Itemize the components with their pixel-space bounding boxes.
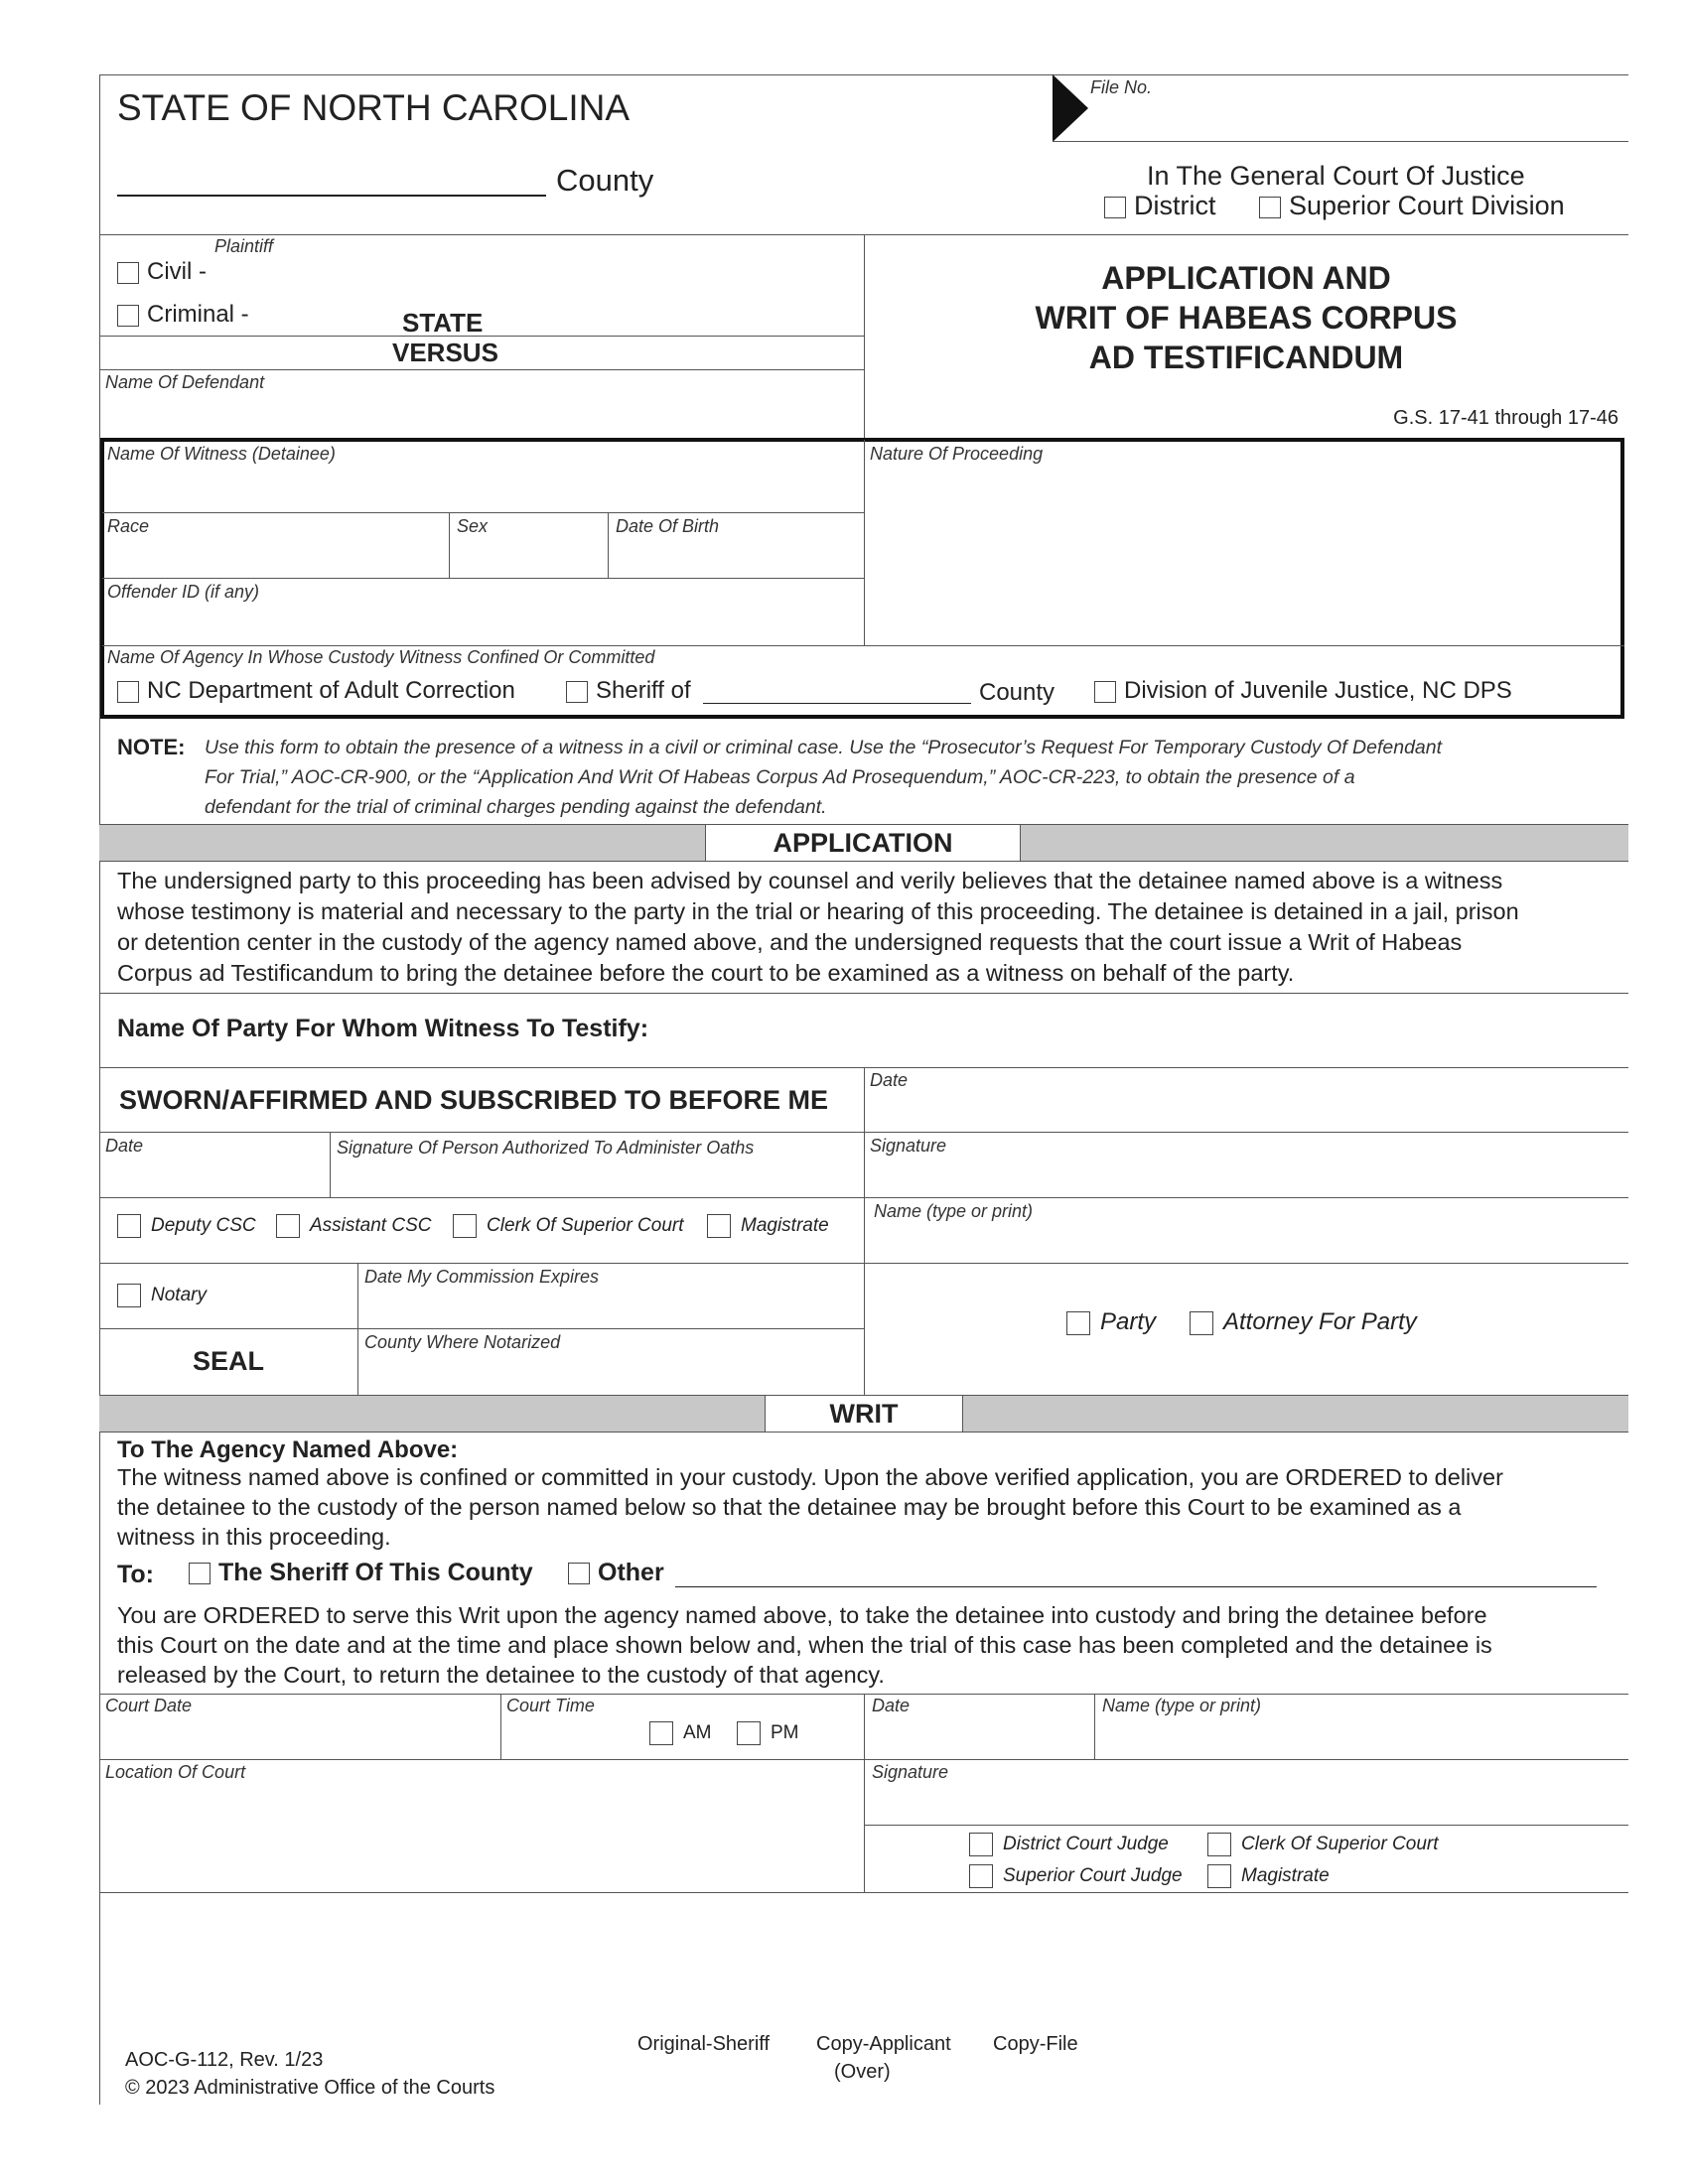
party-label: Name Of Party For Whom Witness To Testify:	[117, 1015, 649, 1042]
clerk-option[interactable]	[453, 1214, 684, 1238]
district-judge-label: District Court Judge	[1003, 1834, 1169, 1855]
defendant-label: Name Of Defendant	[105, 372, 265, 392]
sheriff-county-checkbox[interactable]	[189, 1563, 211, 1584]
writ-magistrate-checkbox[interactable]	[1207, 1864, 1231, 1888]
witness-divider	[864, 440, 865, 645]
race-top-line	[102, 512, 864, 513]
statute: G.S. 17-41 through 17-46	[1393, 407, 1618, 429]
agency-label: Name Of Agency In Whose Custody Witness Confined Or Committed	[107, 647, 655, 667]
sheriff-county-line[interactable]	[703, 703, 971, 704]
county-label: County	[556, 163, 654, 198]
seal-label: SEAL	[192, 1346, 264, 1376]
court-grid-divider	[864, 1694, 865, 1892]
party-role-label: Party	[1100, 1308, 1157, 1335]
writ-p2-line2: this Court on the date and at the time and place shown below and, when the trial of this case has been completed and the detainee is	[117, 1632, 1492, 1658]
assistant-csc-option[interactable]	[276, 1214, 431, 1238]
sheriff-county-label: County	[979, 679, 1055, 706]
superior-judge-option[interactable]	[969, 1864, 1183, 1888]
criminal-option[interactable]	[117, 301, 249, 329]
deputy-csc-label: Deputy CSC	[151, 1215, 256, 1237]
nature-label: Nature Of Proceeding	[870, 444, 1044, 464]
file-no-arrow-icon	[1053, 74, 1090, 142]
notary-label: Notary	[151, 1285, 207, 1306]
location-label: Location Of Court	[105, 1762, 246, 1782]
am-label: AM	[683, 1722, 712, 1744]
application-line1: The undersigned party to this proceeding has been advised by counsel and verily believes that the detainee named above is a witness	[117, 868, 1503, 893]
writ-magistrate-label: Magistrate	[1241, 1865, 1330, 1887]
notary-checkbox[interactable]	[117, 1284, 141, 1307]
application-line4: Corpus ad Testificandum to bring the detainee before the court to be examined as a witness on behalf of the party.	[117, 960, 1295, 986]
county-line[interactable]	[117, 195, 546, 197]
sheriff-county-option[interactable]	[189, 1559, 533, 1587]
am-checkbox[interactable]	[649, 1721, 673, 1745]
other-line[interactable]	[675, 1586, 1597, 1587]
form-title-line3: AD TESTIFICANDUM	[1088, 340, 1404, 375]
district-judge-option[interactable]	[969, 1833, 1169, 1856]
deputy-csc-option[interactable]	[117, 1214, 256, 1238]
nc-doc-checkbox[interactable]	[117, 681, 139, 703]
writ-p1-line3: witness in this proceeding.	[117, 1524, 391, 1550]
court-time-label: Court Time	[506, 1696, 595, 1715]
writ-name-label: Name (type or print)	[1102, 1696, 1262, 1715]
party-checkbox[interactable]	[1066, 1311, 1090, 1335]
distribution-original: Original-Sheriff	[637, 2033, 771, 2055]
assistant-csc-label: Assistant CSC	[310, 1215, 432, 1237]
agency-top-line	[102, 645, 1624, 646]
writ-date-label: Date	[872, 1696, 911, 1715]
top-border	[99, 74, 1628, 75]
sheriff-option[interactable]	[566, 677, 691, 705]
party-top-line	[99, 993, 1628, 994]
sheriff-label: Sheriff of	[596, 677, 691, 704]
pm-option[interactable]	[737, 1721, 799, 1745]
sworn-date-label: Date	[105, 1136, 144, 1156]
sworn-date-line	[99, 1132, 1628, 1133]
writ-p2-line1: You are ORDERED to serve this Writ upon the agency named above, to take the detainee into custody and bring the detainee before	[117, 1602, 1487, 1628]
county-notarized-label: County Where Notarized	[364, 1332, 561, 1352]
to-label: To:	[117, 1561, 155, 1588]
court-line: In The General Court Of Justice	[1147, 161, 1525, 191]
attorney-checkbox[interactable]	[1190, 1311, 1213, 1335]
civil-option[interactable]	[117, 258, 207, 286]
superior-judge-label: Superior Court Judge	[1003, 1865, 1183, 1887]
djj-checkbox[interactable]	[1094, 681, 1116, 703]
writ-clerk-checkbox[interactable]	[1207, 1833, 1231, 1856]
commission-label: Date My Commission Expires	[364, 1267, 600, 1287]
file-no-label: File No.	[1090, 77, 1153, 97]
writ-p1-line2: the detainee to the custody of the person named below so that the detainee may be brought before this Court to be examined as a	[117, 1494, 1462, 1520]
writ-p1-line1: The witness named above is confined or committed in your custody. Upon the above verified application, you are ORDERED to deliver	[117, 1464, 1503, 1490]
district-label: District	[1134, 191, 1216, 220]
nc-doc-label: NC Department of Adult Correction	[147, 677, 515, 704]
djj-option[interactable]	[1094, 677, 1512, 705]
writ-signature-label: Signature	[872, 1762, 949, 1782]
magistrate-checkbox[interactable]	[707, 1214, 731, 1238]
distribution-applicant: Copy-Applicant	[816, 2033, 951, 2055]
civil-checkbox[interactable]	[117, 262, 139, 284]
offender-label: Offender ID (if any)	[107, 582, 260, 602]
dob-label: Date Of Birth	[616, 516, 720, 536]
note-line1: Use this form to obtain the presence of a witness in a civil or criminal case. Use the “Prosecutor’s Request For Temporary Custody Of Defendant	[205, 737, 1443, 758]
note-line2: For Trial,” AOC-CR-900, or the “Application And Writ Of Habeas Corpus Ad Prosequendum,” AOC-CR-223, to obtain the presence of a	[205, 766, 1355, 788]
criminal-label: Criminal -	[147, 301, 249, 328]
magistrate-option[interactable]	[707, 1214, 829, 1238]
deputy-csc-checkbox[interactable]	[117, 1214, 141, 1238]
right-date-label: Date	[870, 1070, 909, 1090]
seal-line	[99, 1328, 864, 1329]
superior-judge-checkbox[interactable]	[969, 1864, 993, 1888]
versus-label: VERSUS	[392, 338, 498, 367]
race-label: Race	[107, 516, 150, 536]
writ-clerk-label: Clerk Of Superior Court	[1241, 1834, 1439, 1855]
state-title: STATE OF NORTH CAROLINA	[117, 87, 630, 128]
judge-top-line	[864, 1825, 1628, 1826]
district-judge-checkbox[interactable]	[969, 1833, 993, 1856]
other-checkbox[interactable]	[568, 1563, 590, 1584]
writ-name-divider	[1094, 1694, 1095, 1759]
superior-option[interactable]	[1259, 191, 1565, 221]
sworn-divider	[864, 1067, 865, 1395]
left-border	[99, 74, 100, 2105]
pm-label: PM	[771, 1722, 799, 1744]
district-checkbox[interactable]	[1104, 197, 1126, 218]
civil-label: Civil -	[147, 258, 207, 285]
magistrate-label: Magistrate	[741, 1215, 829, 1237]
state-party: STATE	[402, 308, 484, 338]
sheriff-checkbox[interactable]	[566, 681, 588, 703]
am-option[interactable]	[649, 1721, 712, 1745]
offender-top-line	[102, 578, 864, 579]
right-name-label: Name (type or print)	[874, 1201, 1034, 1221]
court-grid-bottom	[99, 1892, 1628, 1893]
assistant-csc-checkbox[interactable]	[276, 1214, 300, 1238]
attorney-label: Attorney For Party	[1223, 1308, 1417, 1335]
over-label: (Over)	[834, 2061, 891, 2083]
clerk-checkbox[interactable]	[453, 1214, 477, 1238]
witness-name-label: Name Of Witness (Detainee)	[107, 444, 336, 464]
writ-p2-line3: released by the Court, to return the detainee to the custody of that agency.	[117, 1662, 885, 1688]
court-time-divider	[500, 1694, 501, 1759]
notary-line	[99, 1263, 1628, 1264]
note-line3: defendant for the trial of criminal charges pending against the defendant.	[205, 796, 827, 818]
form-title-line2: WRIT OF HABEAS CORPUS	[1035, 300, 1458, 336]
form-title-line1: APPLICATION AND	[1101, 260, 1391, 296]
to-agency-label: To The Agency Named Above:	[117, 1436, 459, 1463]
other-option[interactable]	[568, 1559, 664, 1587]
clerk-label: Clerk Of Superior Court	[487, 1215, 684, 1237]
djj-label: Division of Juvenile Justice, NC DPS	[1124, 677, 1512, 704]
sex-divider	[449, 512, 450, 578]
notary-option[interactable]	[117, 1284, 207, 1307]
sex-label: Sex	[457, 516, 489, 536]
superior-label: Superior Court Division	[1289, 191, 1565, 220]
dob-divider	[608, 512, 609, 578]
sheriff-county-option-label: The Sheriff Of This County	[218, 1559, 533, 1586]
nc-doc-option[interactable]	[117, 677, 515, 705]
party-option[interactable]	[1066, 1308, 1156, 1336]
court-date-label: Court Date	[105, 1696, 193, 1715]
writ-clerk-option[interactable]	[1207, 1833, 1439, 1856]
sworn-sig-divider	[330, 1132, 331, 1197]
attorney-option[interactable]	[1190, 1308, 1417, 1336]
pm-checkbox[interactable]	[737, 1721, 761, 1745]
other-label: Other	[598, 1559, 664, 1586]
application-heading: APPLICATION	[705, 825, 1021, 861]
application-line2: whose testimony is material and necessary to the party in the trial or hearing of this proceeding. The detainee is detained in a jail, prison	[117, 898, 1519, 924]
official-line	[99, 1197, 1628, 1198]
note-label: NOTE:	[117, 735, 186, 759]
location-top-line	[99, 1759, 1628, 1760]
plaintiff-label: Plaintiff	[214, 236, 274, 256]
distribution-file: Copy-File	[993, 2033, 1078, 2055]
form-number: AOC-G-112, Rev. 1/23	[125, 2049, 324, 2071]
application-line3: or detention center in the custody of the agency named above, and the undersigned requests that the court issue a Writ of Habeas	[117, 929, 1463, 955]
file-no-line[interactable]	[1053, 141, 1628, 142]
writ-magistrate-option[interactable]	[1207, 1864, 1330, 1888]
district-option[interactable]	[1104, 191, 1216, 221]
versus-line	[99, 336, 864, 337]
sworn-heading: SWORN/AFFIRMED AND SUBSCRIBED TO BEFORE ME	[119, 1085, 829, 1115]
superior-checkbox[interactable]	[1259, 197, 1281, 218]
criminal-checkbox[interactable]	[117, 305, 139, 327]
sig-auth-label: Signature Of Person Authorized To Administer Oaths	[337, 1138, 755, 1158]
copyright: © 2023 Administrative Office of the Courts	[125, 2077, 495, 2099]
defendant-top-line	[99, 369, 864, 370]
writ-heading: WRIT	[765, 1396, 963, 1432]
right-signature-label: Signature	[870, 1136, 947, 1156]
